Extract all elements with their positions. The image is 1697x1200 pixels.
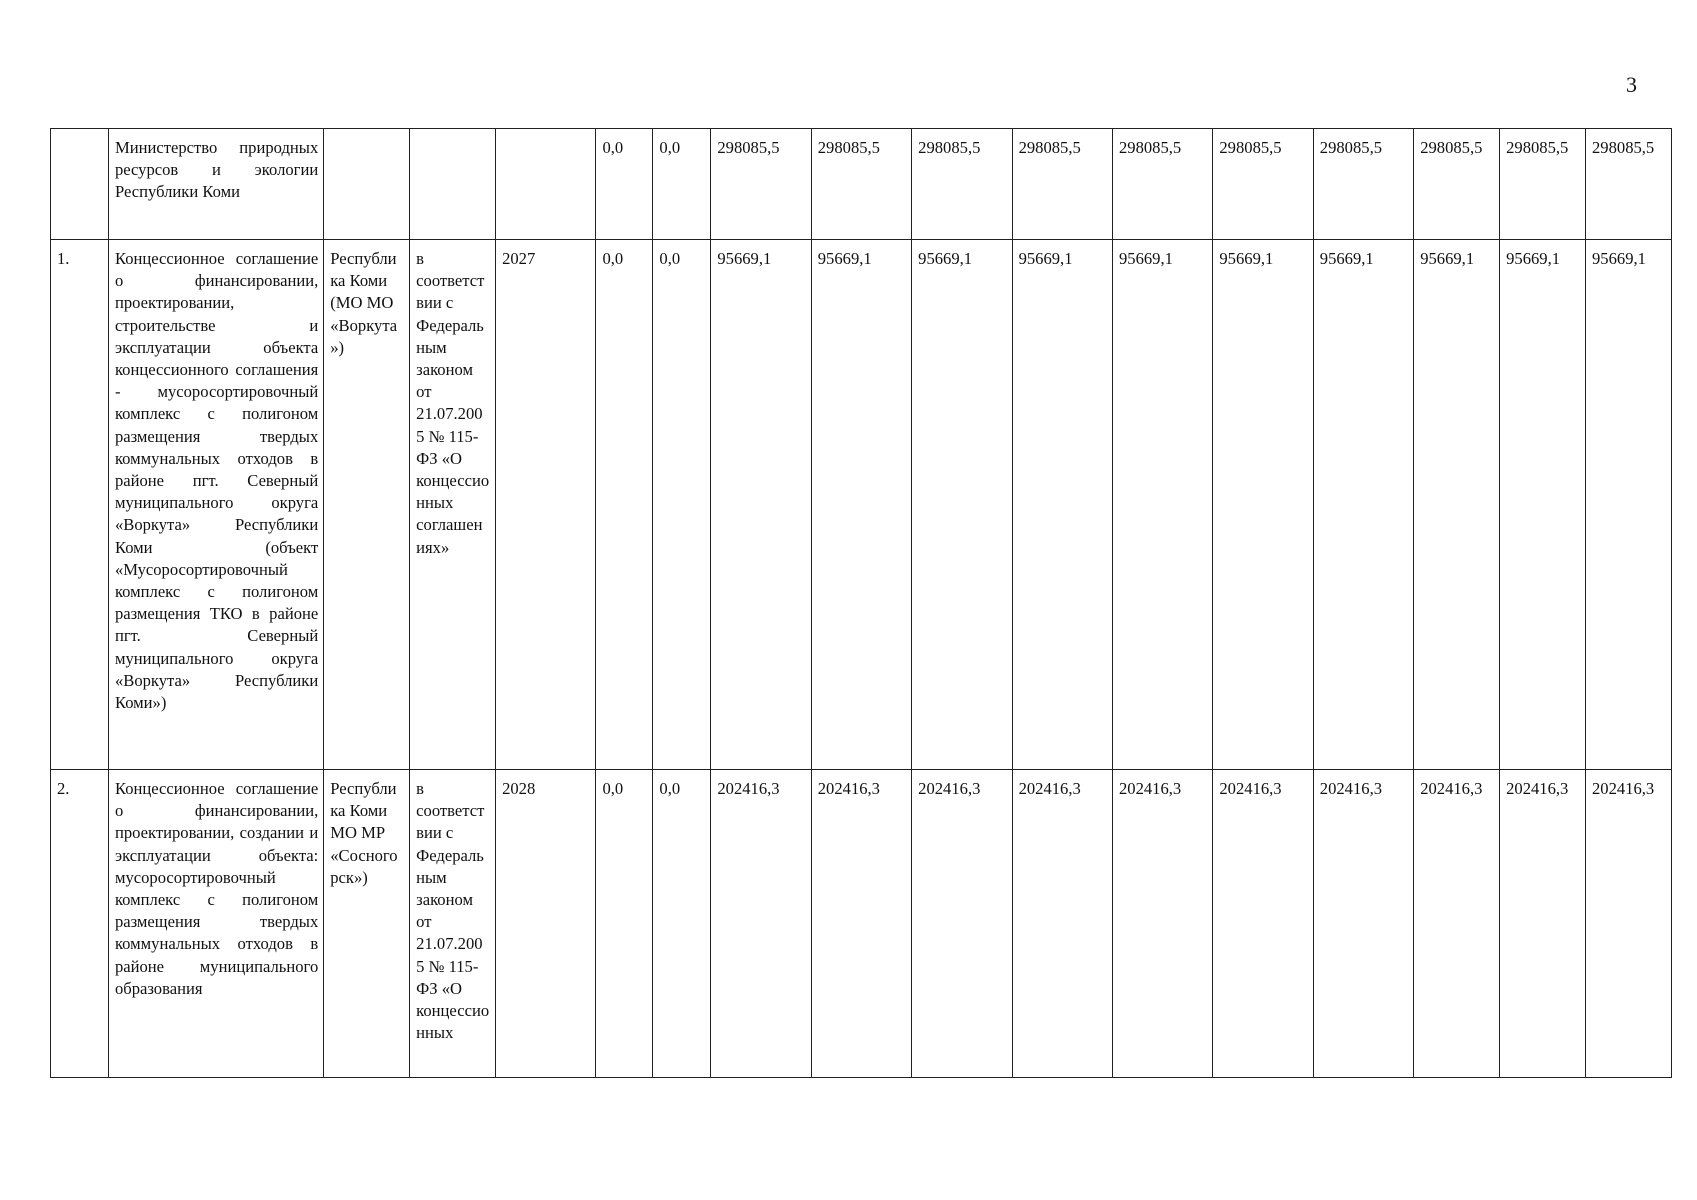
row-amount: 202416,3 — [811, 770, 911, 1078]
row-amount: 95669,1 — [811, 240, 911, 770]
row-amount: 95669,1 — [1313, 240, 1413, 770]
row-location — [324, 129, 410, 240]
row-amount: 202416,3 — [1586, 770, 1672, 1078]
row-basis: в соответствии с Федеральным законом от 21.07.2005 № 115-ФЗ «О концессионных — [410, 770, 496, 1078]
row-amount: 298085,5 — [711, 129, 811, 240]
row-year: 2027 — [496, 240, 596, 770]
row-year — [496, 129, 596, 240]
row-amount: 202416,3 — [1112, 770, 1212, 1078]
row-value-2: 0,0 — [653, 240, 711, 770]
row-amount: 202416,3 — [1414, 770, 1500, 1078]
row-basis — [410, 129, 496, 240]
row-name: Концессионное соглашение о финансировании, проектировании, создании и эксплуатации объекта: мусоросортировочный комплекс с полигоном размещения твердых коммунальных отходов в районе муниципального образования — [108, 770, 323, 1078]
row-basis: в соответствии с Федеральным законом от 21.07.2005 № 115-ФЗ «О концессионных соглашениях» — [410, 240, 496, 770]
row-amount: 298085,5 — [1500, 129, 1586, 240]
row-amount: 202416,3 — [1213, 770, 1313, 1078]
row-index — [51, 129, 109, 240]
row-value-1: 0,0 — [596, 770, 653, 1078]
row-location: Республика Коми (МО МО «Воркута») — [324, 240, 410, 770]
row-amount: 298085,5 — [1313, 129, 1413, 240]
row-amount: 95669,1 — [1500, 240, 1586, 770]
row-amount: 298085,5 — [1012, 129, 1112, 240]
table-row — [51, 770, 1672, 1078]
row-value-2: 0,0 — [653, 770, 711, 1078]
row-name: Концессионное соглашение о финансировании, проектировании, строительстве и эксплуатации объекта концессионного соглашения - мусоросортировочный комплекс с полигоном размещения твердых коммунальных отходов в районе пгт. Северный муниципального округа «Воркута» Республики Коми (объект «Мусоросортировочный комплекс с полигоном размещения ТКО в районе пгт. Северный муниципального округа «Воркута» Республики Коми») — [108, 240, 323, 770]
row-amount: 202416,3 — [711, 770, 811, 1078]
row-amount: 298085,5 — [1213, 129, 1313, 240]
row-year: 2028 — [496, 770, 596, 1078]
row-amount: 298085,5 — [912, 129, 1012, 240]
row-amount: 95669,1 — [1112, 240, 1212, 770]
row-amount: 298085,5 — [1414, 129, 1500, 240]
row-value-1: 0,0 — [596, 129, 653, 240]
row-amount: 95669,1 — [1012, 240, 1112, 770]
row-value-2: 0,0 — [653, 129, 711, 240]
row-amount: 95669,1 — [912, 240, 1012, 770]
row-location: Республика Коми МО МР «Сосногорск») — [324, 770, 410, 1078]
row-amount: 202416,3 — [1500, 770, 1586, 1078]
row-amount: 95669,1 — [1213, 240, 1313, 770]
row-index: 1. — [51, 240, 109, 770]
row-amount: 202416,3 — [1313, 770, 1413, 1078]
row-amount: 95669,1 — [1586, 240, 1672, 770]
table-row — [51, 240, 1672, 770]
row-amount: 95669,1 — [711, 240, 811, 770]
row-amount: 298085,5 — [1112, 129, 1212, 240]
page-number: 3 — [1626, 72, 1637, 97]
row-amount: 202416,3 — [912, 770, 1012, 1078]
row-value-1: 0,0 — [596, 240, 653, 770]
row-index: 2. — [51, 770, 109, 1078]
financing-table — [50, 128, 1672, 1078]
row-amount: 298085,5 — [811, 129, 911, 240]
row-amount: 202416,3 — [1012, 770, 1112, 1078]
row-amount: 95669,1 — [1414, 240, 1500, 770]
row-name: Министерство природных ресурсов и экологии Республики Коми — [108, 129, 323, 240]
table-row — [51, 129, 1672, 240]
row-amount: 298085,5 — [1586, 129, 1672, 240]
